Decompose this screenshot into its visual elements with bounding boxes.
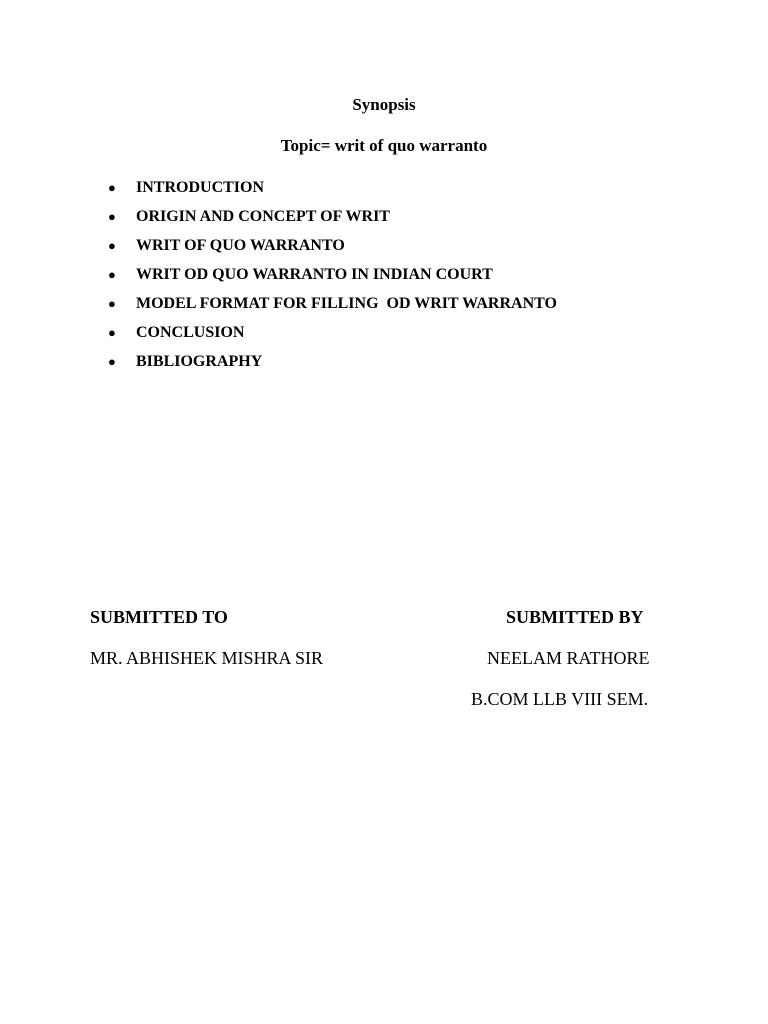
- document-title: Synopsis: [352, 95, 416, 114]
- bullet-icon: ●: [108, 325, 116, 340]
- list-item-text: BIBLIOGRAPHY: [136, 353, 263, 370]
- bullet-icon: ●: [108, 238, 116, 253]
- document-topic: Topic= writ of quo warranto: [280, 136, 488, 155]
- list-item: [108, 235, 557, 264]
- bullet-icon: ●: [108, 267, 116, 282]
- list-item-text: CONCLUSION: [136, 324, 245, 341]
- list-item: [108, 322, 557, 351]
- submitted-by-course: B.COM LLB VIII SEM.: [471, 689, 649, 709]
- list-item: [108, 177, 557, 206]
- list-item-text: WRIT OF QUO WARRANTO: [136, 237, 345, 254]
- list-item-text: WRIT OD QUO WARRANTO IN INDIAN COURT: [136, 266, 493, 283]
- bullet-icon: ●: [108, 180, 116, 195]
- bullet-icon: ●: [108, 354, 116, 369]
- contents-list: [108, 177, 557, 380]
- bullet-icon: ●: [108, 209, 116, 224]
- list-item-text: INTRODUCTION: [136, 179, 265, 196]
- list-item: [108, 206, 557, 235]
- submitted-to-label: SUBMITTED TO: [90, 607, 228, 627]
- submitted-by-label: SUBMITTED BY: [506, 607, 644, 627]
- list-item: [108, 351, 557, 380]
- list-item: [108, 293, 557, 322]
- submitted-to-name: MR. ABHISHEK MISHRA SIR: [90, 648, 324, 668]
- list-item-text: ORIGIN AND CONCEPT OF WRIT: [136, 208, 390, 225]
- submitted-by-name: NEELAM RATHORE: [487, 648, 650, 668]
- list-item-text: MODEL FORMAT FOR FILLING OD WRIT WARRANTO: [136, 295, 557, 312]
- list-item: [108, 264, 557, 293]
- bullet-icon: ●: [108, 296, 116, 311]
